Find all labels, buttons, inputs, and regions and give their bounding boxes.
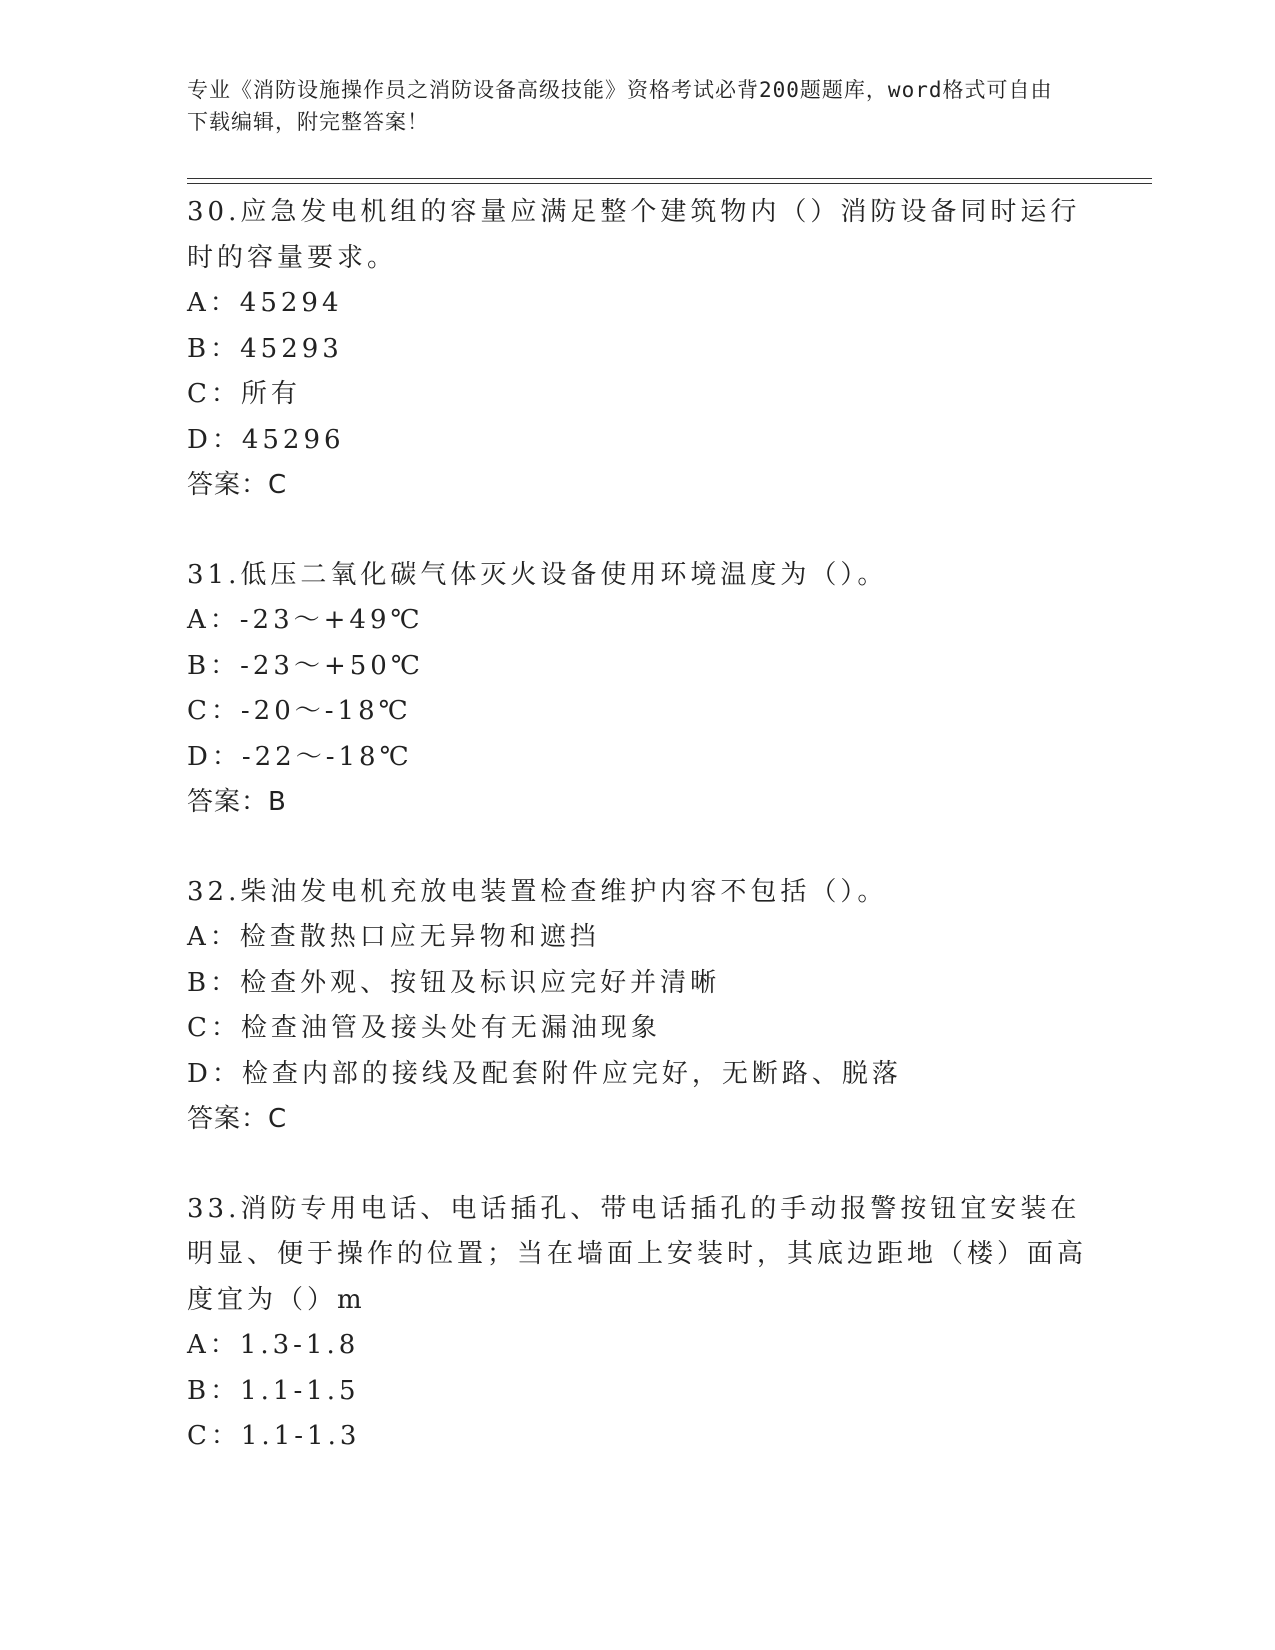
answer-line: 答案：B <box>187 787 287 817</box>
answer-line: 答案：C <box>187 1104 288 1134</box>
question-item <box>187 190 1087 509</box>
question-item <box>187 553 1087 826</box>
option-d: D：45296 <box>187 424 345 455</box>
answer-line: 答案：C <box>187 470 288 500</box>
option-a: A：1.3-1.8 <box>187 1330 360 1360</box>
question-title: 30.应急发电机组的容量应满足整个建筑物内（）消防设备同时运行时的容量要求。 <box>187 197 1081 273</box>
option-c: C：1.1-1.3 <box>187 1421 361 1451</box>
option-b: B：45293 <box>187 333 343 364</box>
question-title: 33.消防专用电话、电话插孔、带电话插孔的手动报警按钮宜安装在明显、便于操作的位置；当在墙面上安装时，其底边距地（楼）面高度宜为（）m <box>187 1193 1088 1315</box>
question-title: 31.低压二氧化碳气体灭火设备使用环境温度为（）。 <box>187 559 888 590</box>
question-title: 32.柴油发电机充放电装置检查维护内容不包括（）。 <box>187 876 888 907</box>
option-a: A：-23～+49℃ <box>187 605 424 635</box>
option-b: B：检查外观、按钮及标识应完好并清晰 <box>187 967 721 998</box>
option-a: A：45294 <box>187 288 343 318</box>
option-d: D：检查内部的接线及配套附件应完好，无断路、脱落 <box>187 1058 902 1089</box>
header-divider-bottom <box>187 183 1152 184</box>
option-c: C：检查油管及接头处有无漏油现象 <box>187 1013 661 1043</box>
question-list <box>187 190 1087 1460</box>
question-item <box>187 870 1087 1143</box>
question-item <box>187 1187 1087 1460</box>
option-a: A：检查散热口应无异物和遮挡 <box>187 922 600 952</box>
option-b: B：1.1-1.5 <box>187 1375 360 1406</box>
header-divider-top <box>187 178 1152 179</box>
option-c: C：-20～-18℃ <box>187 696 412 726</box>
option-c: C：所有 <box>187 379 301 409</box>
document-header: 专业《消防设施操作员之消防设备高级技能》资格考试必背200题题库，word格式可自由下载编辑，附完整答案！ <box>187 78 1053 134</box>
option-d: D：-22～-18℃ <box>187 741 413 772</box>
option-b: B：-23～+50℃ <box>187 650 424 681</box>
